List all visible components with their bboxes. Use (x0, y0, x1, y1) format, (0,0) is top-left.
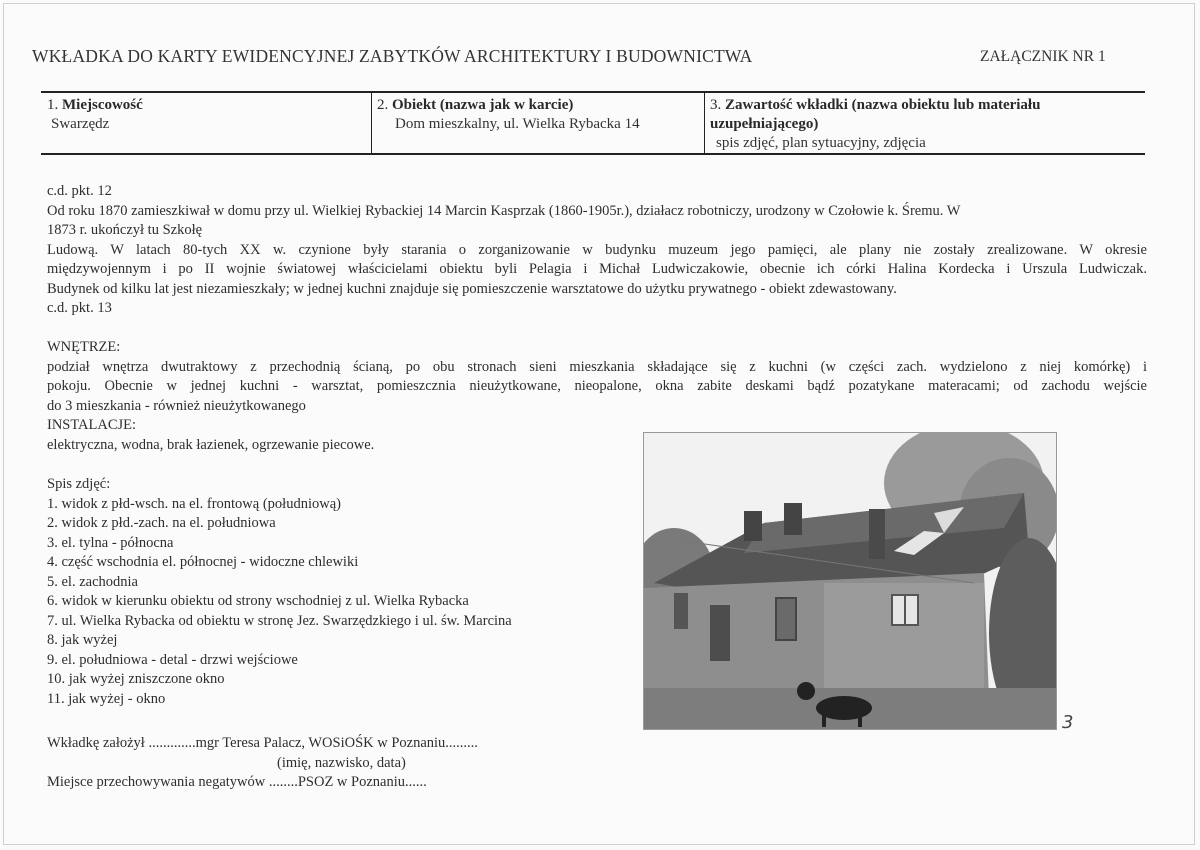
header-table (41, 91, 1145, 155)
photo-list-item: 8. jak wyżej (47, 632, 118, 648)
interior-line: do 3 mieszkania - również nieużytkowanego (47, 397, 306, 414)
object-value: Dom mieszkalny, ul. Wielka Rybacka 14 (395, 116, 640, 132)
photo-list-section (47, 475, 637, 709)
history-section (47, 182, 1147, 319)
photo-list-item: 6. widok w kierunku obiektu od strony wschodniej z ul. Wielka Rybacka (47, 593, 469, 609)
interior-heading: WNĘTRZE: (47, 339, 121, 355)
history-line: Budynek od kilku lat jest niezamieszkały; w jednej kuchni znajduje się pomieszczenie warsztatowe do użytku prywatnego - obiekt zdewastowany. (47, 280, 897, 297)
contents-label (710, 96, 1145, 115)
photo-list-item: 2. widok z płd.-zach. na el. południowa (47, 515, 276, 531)
photo-list-item: 5. el. zachodnia (47, 573, 138, 590)
photo-list-item: 1. widok z płd-wsch. na el. frontową (południową) (47, 495, 341, 512)
author-hint: (imię, nazwisko, data) (277, 754, 406, 771)
house-photo (643, 432, 1057, 730)
footer (47, 734, 478, 793)
object-label (377, 96, 704, 115)
photo-list-heading: Spis zdjęć: (47, 476, 111, 492)
contents-label-line2: uzupełniającego) (710, 116, 819, 132)
interior-line: pokoju. Obecnie w jednej kuchni - warsztat, pomieszcznia nieużytkowane, nieopalone, okna zabite deskami bądź pozatykane materacami; od zachodu wejście (47, 378, 1147, 394)
history-line: Ludową. W latach 80-tych XX w. czynione były starania o zorganizowanie w budynku muzeum jego pamięci, ale plany nie zostały zrealizowane. W okresie (47, 241, 1147, 258)
history-line: c.d. pkt. 12 (47, 183, 112, 199)
contents-label-line1: Zawartość wkładki (nazwa obiektu lub materiału (725, 97, 1041, 113)
contents-value: spis zdjęć, plan sytuacyjny, zdjęcia (716, 135, 926, 151)
object-number: 2. (377, 97, 389, 113)
storage-line: Miejsce przechowywania negatywów ........PSOZ w Poznaniu...... (47, 774, 427, 790)
history-line: c.d. pkt. 13 (47, 300, 112, 316)
locality-number: 1. (47, 97, 59, 113)
photo-list-item: 3. el. tylna - północna (47, 534, 174, 551)
photo-list-item: 10. jak wyżej zniszczone okno (47, 671, 225, 687)
annex-label: ZAŁĄCZNIK NR 1 (980, 48, 1106, 65)
contents-number: 3. (710, 97, 722, 113)
installations-text: elektryczna, wodna, brak łazienek, ogrzewanie piecowe. (47, 436, 375, 453)
photo-number: 3 (1062, 712, 1074, 733)
photo-list-item: 4. część wschodnia el. północnej - widoczne chlewiki (47, 554, 359, 570)
cell-object (372, 93, 705, 153)
photo-list-item: 9. el. południowa - detal - drzwi wejściowe (47, 651, 298, 668)
photo-list-item: 11. jak wyżej - okno (47, 690, 166, 707)
locality-label-text: Miejscowość (62, 97, 143, 113)
object-label-text: Obiekt (nazwa jak w karcie) (392, 97, 574, 113)
author-line: Wkładkę założył .............mgr Teresa Palacz, WOSiOŚK w Poznaniu......... (47, 735, 478, 751)
cell-contents (705, 93, 1145, 153)
installations-heading: INSTALACJE: (47, 417, 137, 433)
document-title: WKŁADKA DO KARTY EWIDENCYJNEJ ZABYTKÓW ARCHITEKTURY I BUDOWNICTWA (32, 46, 753, 66)
locality-value: Swarzędz (51, 116, 110, 132)
locality-label (47, 96, 371, 115)
interior-line: podział wnętrza dwutraktowy z przechodnią ścianą, po obu stronach sieni mieszkania składające się z kuchni (w części zach. wydzielono z niej komórkę) i (47, 358, 1147, 375)
history-line: 1873 r. ukończył tu Szkołę (47, 222, 203, 238)
photo-list-item: 7. ul. Wielka Rybacka od obiektu w stronę Jez. Swarzędzkiego i ul. św. Marcina (47, 612, 512, 629)
cell-locality (41, 93, 372, 153)
history-line: Od roku 1870 zamieszkiwał w domu przy ul. Wielkiej Rybackiej 14 Marcin Kasprzak (1860-1905r.), działacz robotniczy, urodzony w Czołowie k. Śremu. W (47, 202, 961, 219)
history-line: międzywojennym i po II wojnie światowej właścicielami obiektu byli Pelagia i Michał Ludwiczakowie, obecnie ich córki Halina Kordecka i Urszula Ludwiczak. (47, 261, 1147, 277)
